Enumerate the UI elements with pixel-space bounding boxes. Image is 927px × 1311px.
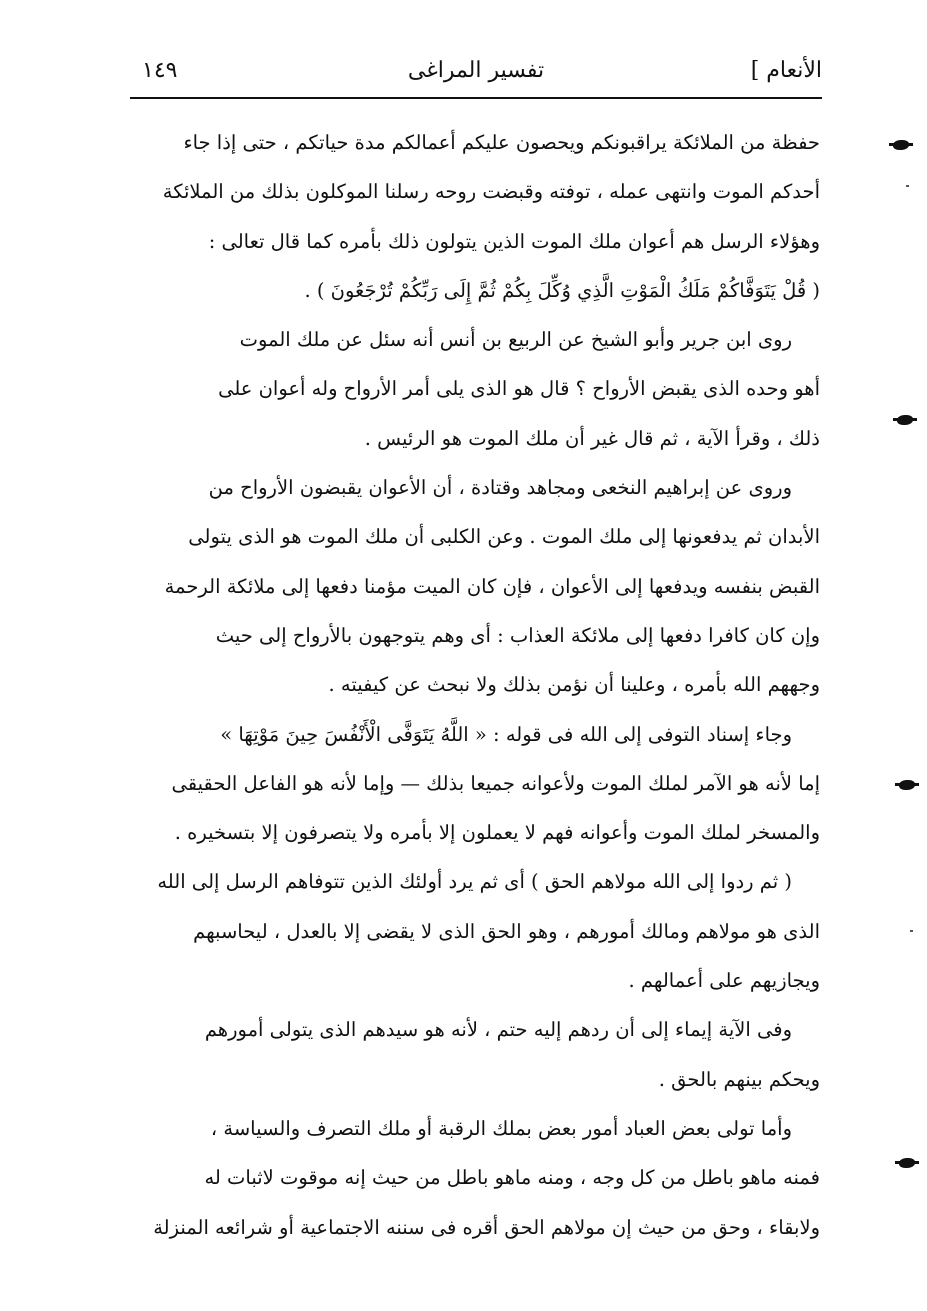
text-line: وإن كان كافرا دفعها إلى ملائكة العذاب : أى وهم يتوجهون بالأرواح إلى حيث <box>215 623 820 647</box>
text-line: إما لأنه هو الآمر لملك الموت ولأعوانه جميعا بذلك — وإما لأنه هو الفاعل الحقيقى <box>171 771 820 795</box>
text-line: ذلك ، وقرأ الآية ، ثم قال غير أن ملك الموت هو الرئيس . <box>364 426 820 450</box>
text-line: وجاء إسناد التوفى إلى الله فى قوله : « اللَّهُ يَتَوَفَّى الْأَنْفُسَ حِينَ مَوْتِهَا » <box>220 722 792 746</box>
text-line: أحدكم الموت وانتهى عمله ، توفته وقبضت روحه رسلنا الموكلون بذلك من الملائكة <box>162 180 820 204</box>
text-line: ويحكم بينهم بالحق . <box>658 1067 820 1091</box>
text-line: فمنه ماهو باطل من كل وجه ، ومنه ماهو باطل من حيث إنه موقوت لاثبات له <box>204 1166 820 1190</box>
binding-hole-mark <box>899 780 915 790</box>
text-line: روى ابن جرير وأبو الشيخ عن الربيع بن أنس أنه سئل عن ملك الموت <box>239 328 792 352</box>
paragraph-4 <box>132 710 820 858</box>
paragraph-5 <box>132 857 820 1005</box>
text-line: وهؤلاء الرسل هم أعوان ملك الموت الذين يتولون ذلك بأمره كما قال تعالى : <box>208 229 820 253</box>
text-line: ولابقاء ، وحق من حيث إن مولاهم الحق أقره فى سننه الاجتماعية أو شرائعه المنزلة <box>153 1215 820 1239</box>
text-line: القبض بنفسه ويدفعها إلى الأعوان ، فإن كان الميت مؤمنا دفعها إلى ملائكة الرحمة <box>164 574 820 598</box>
text-line: الذى هو مولاهم ومالك أمورهم ، وهو الحق الذى لا يقضى إلا بالعدل ، ليحاسبهم <box>193 919 820 943</box>
text-line: الأبدان ثم يدفعونها إلى ملك الموت . وعن الكلبى أن ملك الموت هو الذى يتولى <box>188 525 820 549</box>
paragraph-2 <box>132 315 820 463</box>
text-line: وروى عن إبراهيم النخعى ومجاهد وقتادة ، أن الأعوان يقبضون الأرواح من <box>208 476 792 500</box>
quran-quote-line: ( قُلْ يَتَوَفَّاكُمْ مَلَكُ الْمَوْتِ الَّذِي وُكِّلَ بِكُمْ ثُمَّ إِلَى رَبِّكُمْ تُرْجَعُونَ ) . <box>304 278 820 302</box>
text-line: حفظة من الملائكة يراقبونكم ويحصون عليكم أعمالكم مدة حياتكم ، حتى إذا جاء <box>183 131 820 154</box>
header-section-name: الأنعام ] <box>750 58 822 83</box>
text-line: وفى الآية إيماء إلى أن ردهم إليه حتم ، لأنه هو سيدهم الذى يتولى أمورهم <box>204 1018 792 1042</box>
page-body <box>132 118 820 1252</box>
paragraph-1 <box>132 118 820 315</box>
header-book-title: تفسير المراغى <box>407 58 545 83</box>
paragraph-6 <box>132 1005 820 1104</box>
text-line: وأما تولى بعض العباد أمور بعض بملك الرقبة أو ملك التصرف والسياسة ، <box>210 1116 792 1140</box>
running-header <box>130 50 822 94</box>
text-line: ويجازيهم على أعمالهم . <box>628 969 820 993</box>
text-line: وجههم الله بأمره ، وعلينا أن نؤمن بذلك ولا نبحث عن كيفيته . <box>328 673 820 697</box>
text-line: والمسخر لملك الموت وأعوانه فهم لا يعملون إلا بأمره ولا يتصرفون إلا بتسخيره . <box>174 821 820 845</box>
text-line: أهو وحده الذى يقبض الأرواح ؟ قال هو الذى يلى أمر الأرواح وله أعوان على <box>218 377 820 401</box>
binding-hole-mark <box>893 140 909 150</box>
paragraph-7 <box>132 1104 820 1252</box>
binding-hole-mark <box>897 415 913 425</box>
header-rule <box>130 97 822 99</box>
text-line: ( ثم ردوا إلى الله مولاهم الحق ) أى ثم يرد أولئك الذين تتوفاهم الرسل إلى الله <box>157 870 792 894</box>
binding-hole-mark <box>899 1158 915 1168</box>
page-number: ١٤٩ <box>142 58 178 83</box>
scan-speck <box>910 930 913 932</box>
scan-speck <box>906 185 909 187</box>
paragraph-3 <box>132 463 820 709</box>
